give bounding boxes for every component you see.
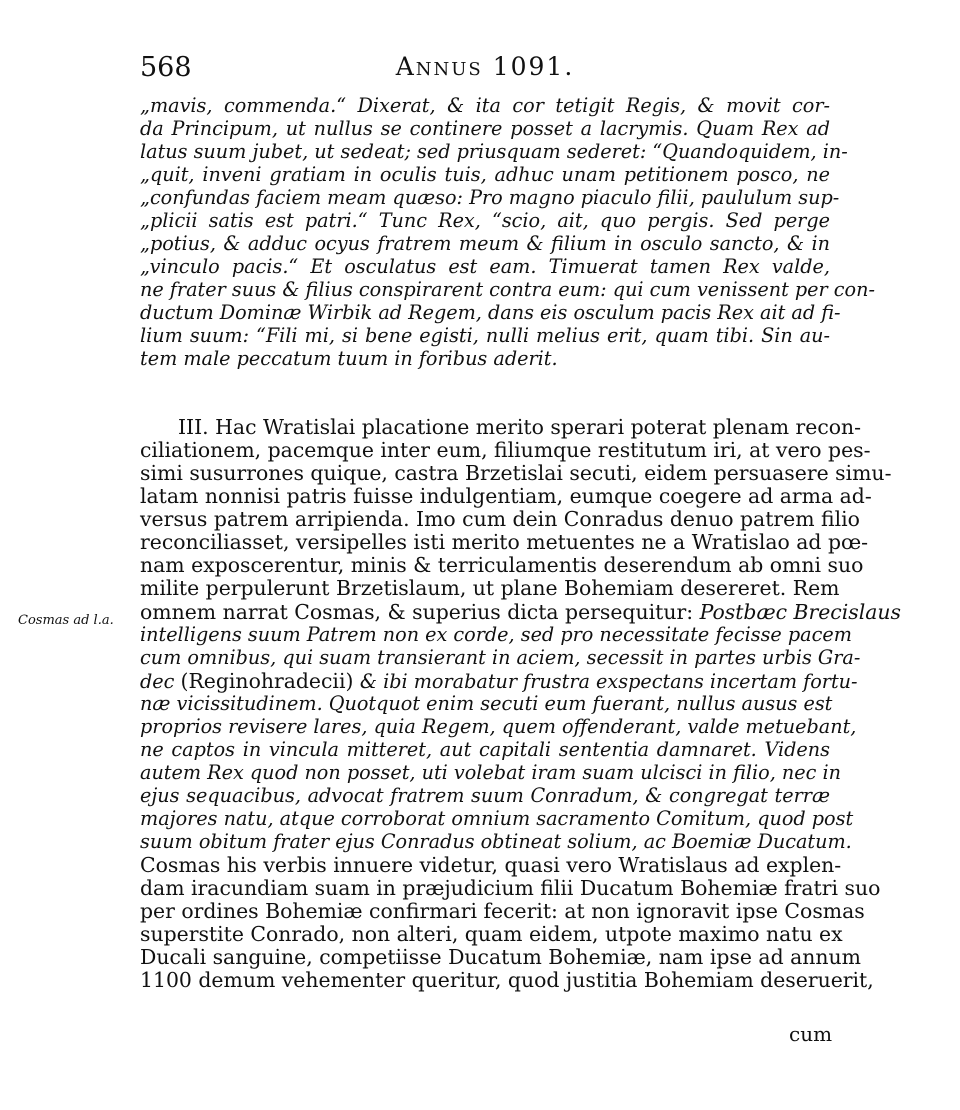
text-span: omnem narrat Cosmas, & superius dicta persequitur: bbox=[140, 600, 700, 624]
text-line: reconciliasset, versipelles isti merito metuentes ne a Wratislao ad pœ- bbox=[140, 530, 869, 554]
text-line: ductum Dominæ Wirbik ad Regem, dans eis osculum pacis Rex ait ad fi- bbox=[140, 301, 841, 324]
text-line: versus patrem arripienda. Imo cum dein Conradus denuo patrem filio bbox=[140, 507, 860, 531]
text-span: & ibi morabatur frustra exspectans incertam fortu- bbox=[359, 670, 858, 693]
text-line: latam nonnisi patris fuisse indulgentiam, eumque coegere ad arma ad- bbox=[140, 484, 872, 508]
text-line: intelligens suum Patrem non ex corde, sed pro necessitate fecisse pacem bbox=[140, 623, 852, 646]
text-line: proprios revisere lares, quia Regem, quem offenderant, valde metuebant, bbox=[140, 715, 857, 738]
text-line: dam iracundiam suam in præjudicium filii Ducatum Bohemiæ fratri suo bbox=[140, 876, 881, 900]
text-line: „plicii satis est patri.“ Tunc Rex, “scio, ait, quo pergis. Sed perge bbox=[140, 209, 830, 232]
text-line: da Principum, ut nullus se continere posset a lacrymis. Quam Rex ad bbox=[140, 117, 830, 140]
text-line: milite perpulerunt Brzetislaum, ut plane Bohemiam desereret. Rem bbox=[140, 576, 840, 600]
running-title: Annus 1091. bbox=[395, 52, 575, 81]
catchword: cum bbox=[789, 1022, 833, 1046]
text-line: „vinculo pacis.“ Et osculatus est eam. Timuerat tamen Rex valde, bbox=[140, 255, 830, 278]
text-line: suum obitum frater ejus Conradus obtineat solium, ac Boemiæ Ducatum. bbox=[140, 830, 852, 853]
text-span: Postbæc Brecislaus bbox=[699, 600, 901, 624]
text-line: „confundas faciem meam quæso: Pro magno piaculo filii, paululum sup- bbox=[140, 186, 840, 209]
text-line: III. Hac Wratislai placatione merito sperari poterat plenam recon- bbox=[178, 415, 862, 439]
text-line: 1100 demum vehementer queritur, quod justitia Bohemiam deseruerit, bbox=[140, 968, 874, 992]
text-line: per ordines Bohemiæ confirmari fecerit: at non ignoravit ipse Cosmas bbox=[140, 899, 865, 923]
page-number: 568 bbox=[140, 52, 192, 83]
text-line: ciliationem, pacemque inter eum, filiumque restitutum iri, at vero pes- bbox=[140, 438, 871, 462]
text-line: simi susurrones quique, castra Brzetislai secuti, eidem persuasere simu- bbox=[140, 461, 892, 485]
text-line: latus suum jubet, ut sedeat; sed priusquam sederet: “Quandoquidem, in- bbox=[140, 140, 848, 163]
text-line: Cosmas his verbis innuere videtur, quasi vero Wratislaus ad explen- bbox=[140, 853, 842, 877]
text-line: nam exposcerentur, minis & terriculamentis deserendum ab omni suo bbox=[140, 553, 864, 577]
text-line: majores natu, atque corroborat omnium sacramento Comitum, quod post bbox=[140, 807, 854, 830]
margin-note: Cosmas ad l.a. bbox=[18, 613, 114, 628]
page-header bbox=[140, 52, 830, 86]
text-line: superstite Conrado, non alteri, quam eidem, utpote maximo natu ex bbox=[140, 922, 843, 946]
text-line: næ vicissitudinem. Quotquot enim secuti eum fuerant, nullus ausus est bbox=[140, 692, 833, 715]
text-line: ne frater suus & filius conspirarent contra eum: qui cum venissent per con- bbox=[140, 278, 875, 301]
text-line: ejus sequacibus, advocat fratrem suum Conradum, & congregat terræ bbox=[140, 784, 830, 807]
text-line: „potius, & adduc ocyus fratrem meum & filium in osculo sancto, & in bbox=[140, 232, 830, 255]
text-line: ne captos in vincula mitteret, aut capitali sententia damnaret. Videns bbox=[140, 738, 830, 761]
text-line: „mavis, commenda.“ Dixerat, & ita cor tetigit Regis, & movit cor- bbox=[140, 94, 830, 117]
text-line: lium suum: “Fili mi, si bene egisti, nulli melius erit, quam tibi. Sin au- bbox=[140, 324, 830, 347]
text-line: Ducali sanguine, competiisse Ducatum Bohemiæ, nam ipse ad annum bbox=[140, 945, 861, 969]
text-line: „quit, inveni gratiam in oculis tuis, adhuc unam petitionem posco, ne bbox=[140, 163, 830, 186]
text-line: autem Rex quod non posset, uti volebat iram suam ulcisci in filio, nec in bbox=[140, 761, 841, 784]
text-line: tem male peccatum tuum in foribus aderit. bbox=[140, 347, 558, 370]
text-line: cum omnibus, qui suam transierant in aciem, secessit in partes urbis Gra- bbox=[140, 646, 861, 669]
text-span: dec bbox=[140, 670, 181, 693]
text-span: (Reginohradecii) bbox=[180, 669, 360, 693]
